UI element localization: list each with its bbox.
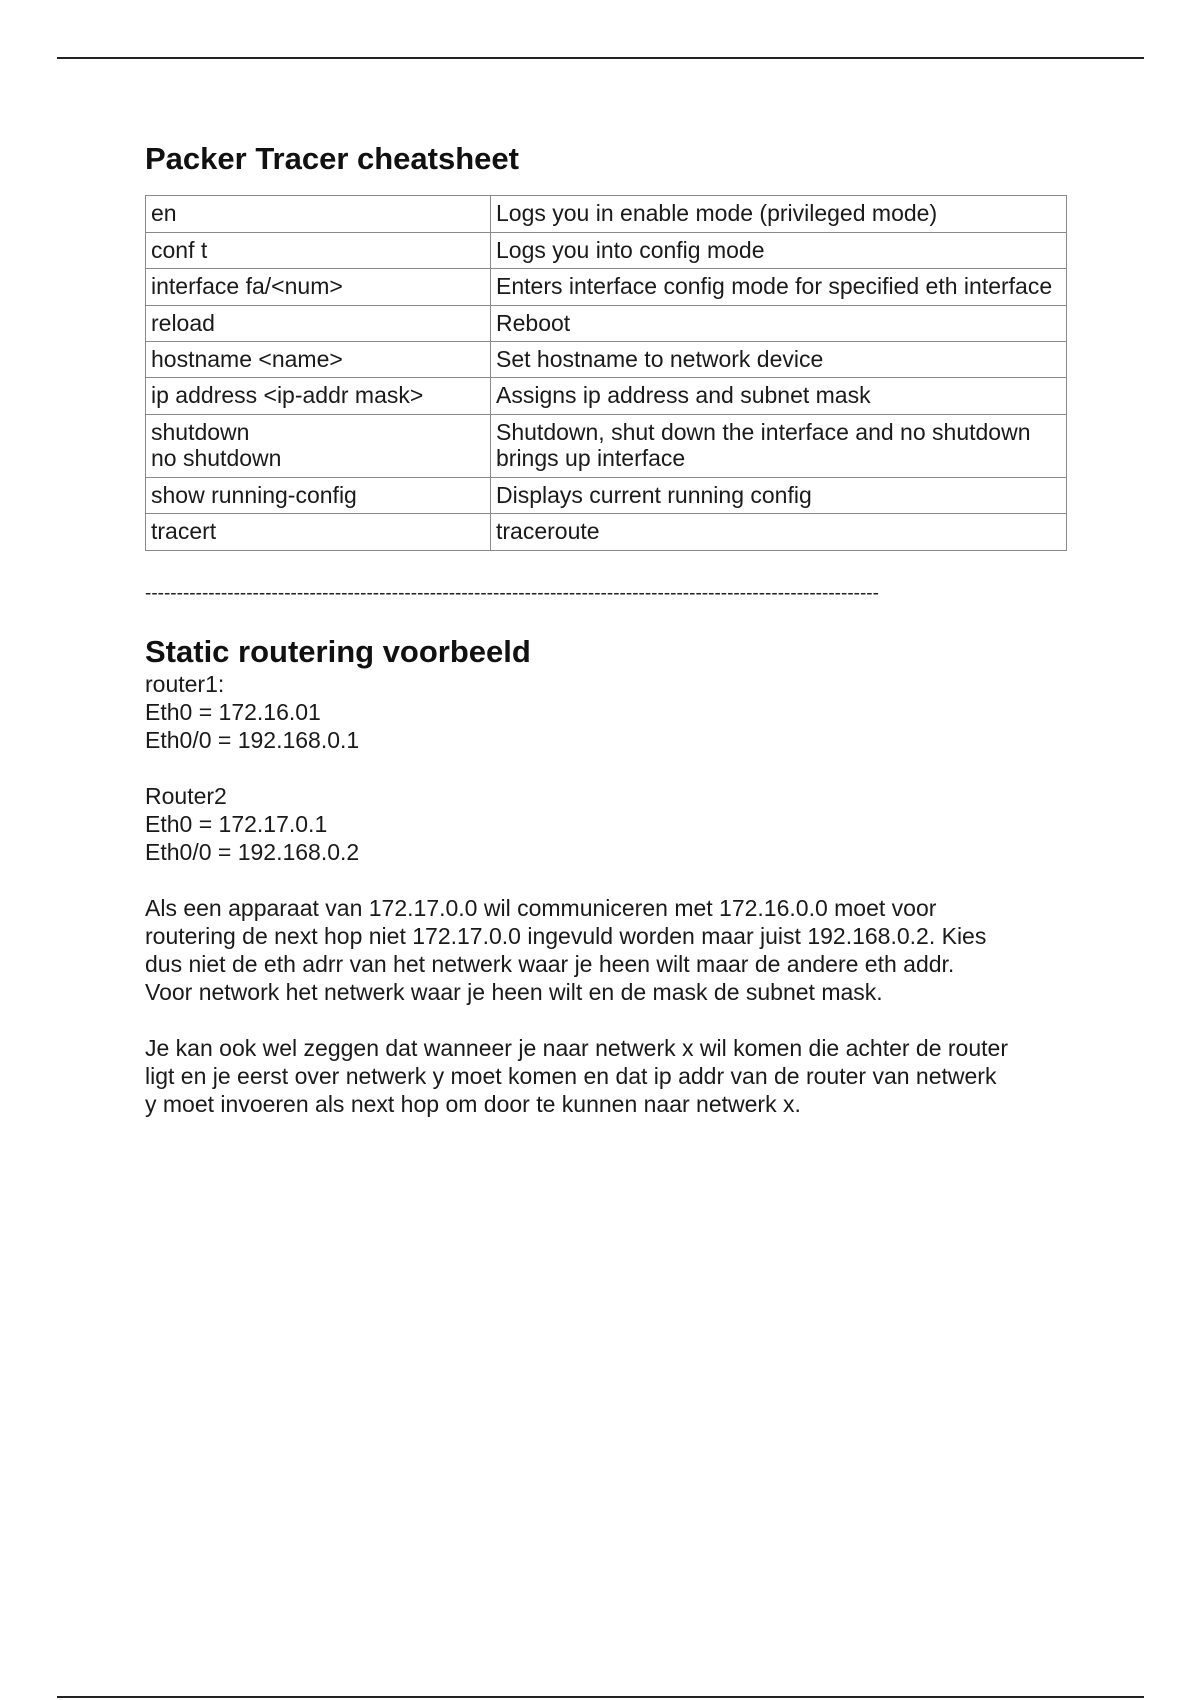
command-cell: en xyxy=(146,196,491,232)
top-rule xyxy=(57,57,1144,59)
table-row xyxy=(146,269,1067,305)
section-divider: -------------------------------------------------------------------------------------------------------------------- xyxy=(145,582,879,604)
document-body xyxy=(145,140,1070,1118)
description-cell: traceroute xyxy=(491,514,1067,550)
paragraph-line: dus niet de eth adrr van het netwerk waar je heen wilt maar de andere eth addr. xyxy=(145,950,955,977)
description-cell: Logs you in enable mode (privileged mode) xyxy=(491,196,1067,232)
description-cell: Shutdown, shut down the interface and no shutdown brings up interface xyxy=(491,414,1067,477)
table-row xyxy=(146,477,1067,513)
explanation-paragraph-2 xyxy=(145,1034,1070,1118)
table-row xyxy=(146,196,1067,232)
command-cell: interface fa/<num> xyxy=(146,269,491,305)
explanation-paragraph-1 xyxy=(145,894,1070,1006)
table-row xyxy=(146,305,1067,341)
paragraph-line: Je kan ook wel zeggen dat wanneer je naar netwerk x wil komen die achter de router xyxy=(145,1034,1008,1061)
bottom-rule xyxy=(57,1696,1144,1698)
command-cell: ip address <ip-addr mask> xyxy=(146,378,491,414)
router2-name: Router2 xyxy=(145,782,227,809)
router2-block xyxy=(145,782,1070,866)
router2-eth0: Eth0 = 172.17.0.1 xyxy=(145,810,328,837)
paragraph-line: Voor network het netwerk waar je heen wilt en de mask de subnet mask. xyxy=(145,978,883,1005)
router1-block xyxy=(145,670,1070,754)
command-cell: show running-config xyxy=(146,477,491,513)
table-row xyxy=(146,514,1067,550)
cheatsheet-title: Packer Tracer cheatsheet xyxy=(145,141,519,176)
command-cell: reload xyxy=(146,305,491,341)
paragraph-line: Als een apparaat van 172.17.0.0 wil communiceren met 172.16.0.0 moet voor xyxy=(145,894,937,921)
description-cell: Displays current running config xyxy=(491,477,1067,513)
command-cell: tracert xyxy=(146,514,491,550)
table-row xyxy=(146,378,1067,414)
paragraph-line: y moet invoeren als next hop om door te kunnen naar netwerk x. xyxy=(145,1090,801,1117)
command-cell: hostname <name> xyxy=(146,341,491,377)
description-cell: Assigns ip address and subnet mask xyxy=(491,378,1067,414)
router1-eth0: Eth0 = 172.16.01 xyxy=(145,698,321,725)
static-routing-title: Static routering voorbeeld xyxy=(145,633,531,669)
description-cell: Reboot xyxy=(491,305,1067,341)
table-row xyxy=(146,341,1067,377)
table-row xyxy=(146,232,1067,268)
paragraph-line: routering de next hop niet 172.17.0.0 ingevuld worden maar juist 192.168.0.2. Kies xyxy=(145,922,987,949)
command-cell: shutdown no shutdown xyxy=(146,414,491,477)
cheatsheet-table xyxy=(145,195,1067,550)
description-cell: Set hostname to network device xyxy=(491,341,1067,377)
paragraph-line: ligt en je eerst over netwerk y moet komen en dat ip addr van de router van netwerk xyxy=(145,1062,997,1089)
table-row xyxy=(146,414,1067,477)
command-cell: conf t xyxy=(146,232,491,268)
description-cell: Logs you into config mode xyxy=(491,232,1067,268)
router1-name: router1: xyxy=(145,670,225,697)
router2-eth00: Eth0/0 = 192.168.0.2 xyxy=(145,838,360,865)
router1-eth00: Eth0/0 = 192.168.0.1 xyxy=(145,726,360,753)
description-cell: Enters interface config mode for specified eth interface xyxy=(491,269,1067,305)
